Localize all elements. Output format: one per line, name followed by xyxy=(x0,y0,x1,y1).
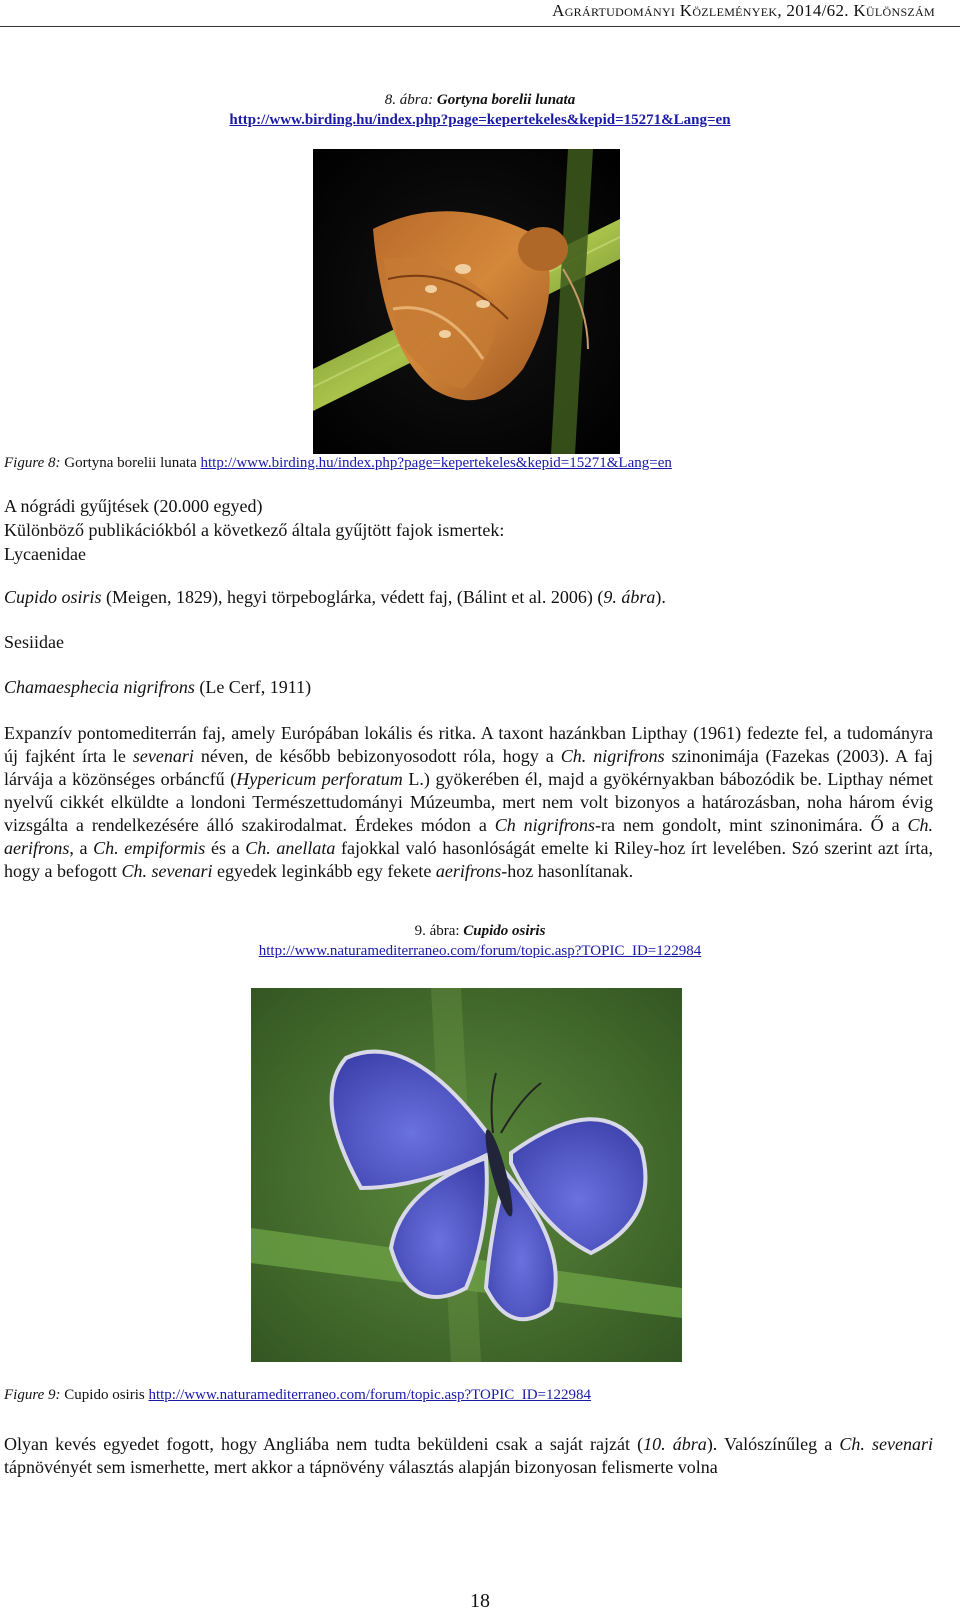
species2-text: (Le Cerf, 1911) xyxy=(194,677,312,697)
italic-run: 10. ábra xyxy=(643,1434,707,1454)
italic-run: Ch. sevenari xyxy=(121,861,213,881)
text-run: Expanzív pontomediterrán faj, amely Európában lokális és ritka. A taxont hazánkban Lipthay (1961) fedezte fel, a tudományra új fajként írta le xyxy=(4,723,933,766)
text-run: -ra nem gondolt, mint szinonimára. Ő a xyxy=(595,815,908,835)
text-run: szinonimája (Fazekas (2003). A faj lárvája a közönséges orbáncfű ( xyxy=(4,746,934,789)
italic-run: sevenari xyxy=(132,746,194,766)
figure8-link[interactable]: http://www.birding.hu/index.php?page=kepertekeles&kepid=15271&Lang=en xyxy=(229,112,731,128)
species-chamaesphecia xyxy=(4,676,933,699)
figure9-caption-en xyxy=(4,1387,591,1404)
figure8-caption-en xyxy=(4,455,672,472)
text-run: , a xyxy=(69,838,94,858)
species-cupido-osiris xyxy=(4,586,933,609)
figure8-label: 8. ábra: xyxy=(384,92,434,108)
figure8-en-title: Gortyna borelii lunata xyxy=(64,455,197,471)
family-sesiidae: Sesiidae xyxy=(4,632,64,652)
species1-text: (Meigen, 1829), hegyi törpeboglárka, védett faj, (Bálint et al. 2006) ( xyxy=(101,587,604,607)
moth-photo xyxy=(313,149,620,454)
text-run: fajokkal való hasonlóságát emelte ki Riley-hoz írt levelében. Szó szerint azt írta, hogy a befogott xyxy=(4,838,934,881)
section-heading: A nógrádi gyűjtések (20.000 egyed) xyxy=(4,496,263,516)
text-run: ). Valószínűleg a xyxy=(706,1434,840,1454)
species1-end: ). xyxy=(655,587,666,607)
closing-paragraph xyxy=(4,1433,933,1479)
figure9-en-title: Cupido osiris xyxy=(64,1387,145,1403)
section-intro: Különböző publikációkból a következő általa gyűjtött fajok ismertek: xyxy=(4,520,505,540)
italic-run: Ch. empiformis xyxy=(93,838,206,858)
italic-run: Ch. aerifrons xyxy=(4,815,934,858)
family-lycaenidae: Lycaenidae xyxy=(4,544,86,564)
figure8-url-hu-row xyxy=(0,112,960,129)
italic-run: Ch nigrifrons xyxy=(494,815,596,835)
main-paragraph xyxy=(4,722,933,883)
text-run: egyedek leginkább egy fekete xyxy=(212,861,436,881)
figure8-caption-hu xyxy=(0,92,960,109)
figure9-url-hu-row xyxy=(0,943,960,960)
moth-icon xyxy=(313,149,620,454)
italic-run: Ch. anellata xyxy=(245,838,336,858)
figure8-en-label: Figure 8: xyxy=(4,455,61,471)
text-run: tápnövényét sem ismerhette, mert akkor a tápnövény választás alapján bizonyosan felismerte volna xyxy=(4,1457,718,1477)
italic-run: Hypericum perforatum xyxy=(236,769,403,789)
text-run: Olyan kevés egyedet fogott, hogy Angliába nem tudta beküldeni csak a saját rajzát ( xyxy=(4,1434,644,1454)
text-run: -hoz hasonlítanak. xyxy=(501,861,634,881)
species1-ref: 9. ábra xyxy=(603,587,656,607)
figure9-title: Cupido osiris xyxy=(463,923,546,939)
italic-run: Ch. nigrifrons xyxy=(560,746,665,766)
italic-run: Ch. sevenari xyxy=(839,1434,934,1454)
species1-name: Cupido osiris xyxy=(4,587,102,607)
text-run: néven, de később bebizonyosodott róla, hogy a xyxy=(193,746,561,766)
page-number: 18 xyxy=(470,1590,490,1612)
figure9-link[interactable]: http://www.naturamediterraneo.com/forum/topic.asp?TOPIC_ID=122984 xyxy=(258,943,702,959)
text-run: L.) gyökerében él, majd a gyökérnyakban bábozódik be. Lipthay német nyelvű cikkét elküldte a londoni Természettudományi Múzeumba, mert nem volt bizonyos a határozásban, noha három évig vizsgálta a rendelkezésére álló szakirodalmat. Érdekes módon a xyxy=(4,769,933,835)
figure9-en-label: Figure 9: xyxy=(4,1387,61,1403)
species2-name: Chamaesphecia nigrifrons xyxy=(4,677,195,697)
italic-run: aerifrons xyxy=(435,861,502,881)
text-run: és a xyxy=(205,838,246,858)
figure9-en-link[interactable]: http://www.naturamediterraneo.com/forum/topic.asp?TOPIC_ID=122984 xyxy=(148,1387,591,1403)
figure8-title: Gortyna borelii lunata xyxy=(436,92,576,108)
running-header: Agrártudományi Közlemények, 2014/62. Különszám xyxy=(0,0,960,27)
figure8-en-link[interactable]: http://www.birding.hu/index.php?page=kepertekeles&kepid=15271&Lang=en xyxy=(200,455,672,471)
figure9-caption-hu xyxy=(0,923,960,940)
figure9-label: 9. ábra: xyxy=(414,923,460,939)
butterfly-icon xyxy=(251,988,682,1362)
butterfly-photo xyxy=(251,988,682,1362)
